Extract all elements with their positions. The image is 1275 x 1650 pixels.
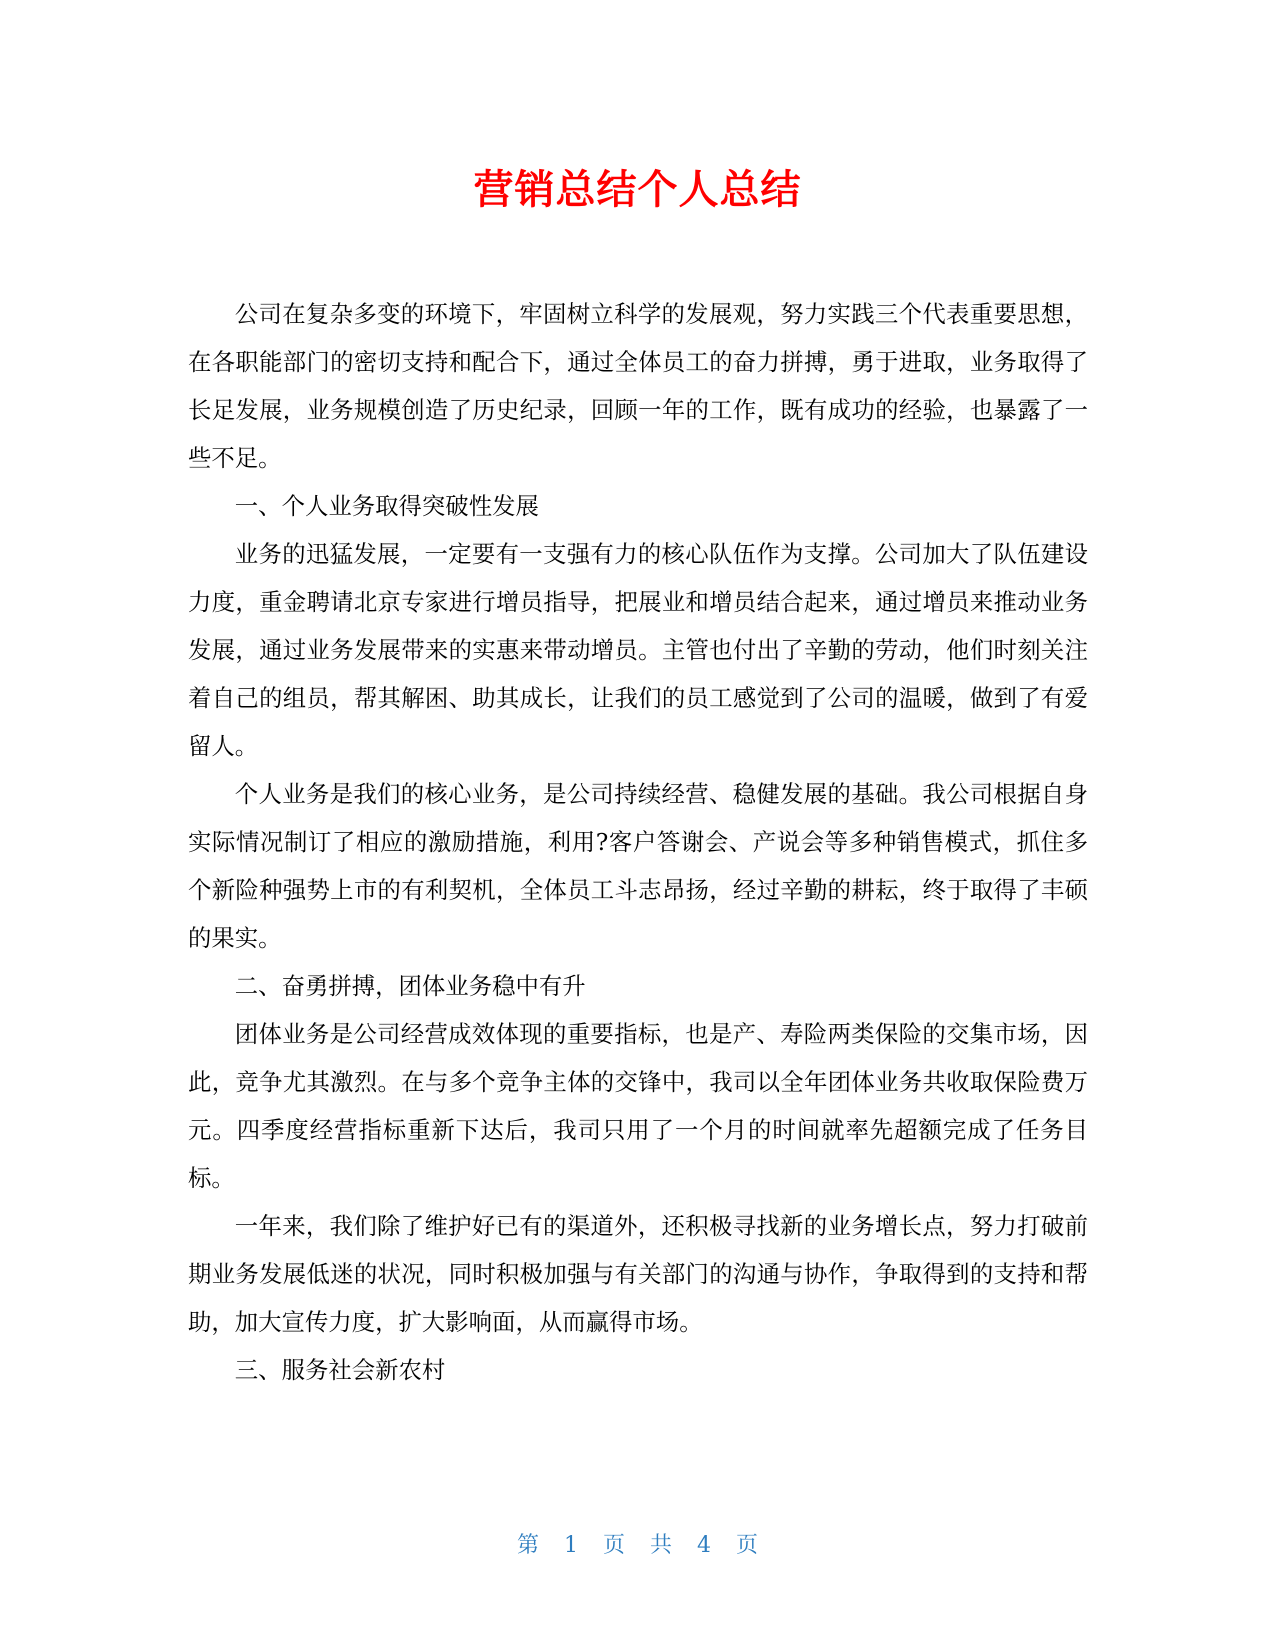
footer-total-pages: 4 (697, 1533, 712, 1558)
paragraph-intro: 公司在复杂多变的环境下，牢固树立科学的发展观，努力实践三个代表重要思想，在各职能部门的密切支持和配合下，通过全体员工的奋力拼搏，勇于进取，业务取得了长足发展，业务规模创造了历史纪录，回顾一年的工作，既有成功的经验，也暴露了一些不足。 (188, 300, 1088, 472)
paragraph-group-business: 团体业务是公司经营成效体现的重要指标，也是产、寿险两类保险的交集市场，因此，竞争尤其激烈。在与多个竞争主体的交锋中，我司以全年团体业务共收取保险费万元。四季度经营指标重新下达后，我司只用了一个月的时间就率先超额完成了任务目标。 (188, 1020, 1088, 1192)
paragraph-personal-business: 个人业务是我们的核心业务，是公司持续经营、稳健发展的基础。我公司根据自身实际情况制订了相应的激励措施，利用?客户答谢会、产说会等多种销售模式，抓住多个新险种强势上市的有利契机，全体员工斗志昂扬，经过辛勤的耕耘，终于取得了丰硕的果实。 (188, 780, 1088, 952)
section-heading-2: 二、奋勇拼搏，团体业务稳中有升 (234, 972, 586, 1000)
page-footer (0, 1528, 1275, 1559)
section-heading-1: 一、个人业务取得突破性发展 (234, 492, 539, 520)
footer-current-page: 1 (563, 1533, 578, 1558)
paragraph-team-building: 业务的迅猛发展，一定要有一支强有力的核心队伍作为支撑。公司加大了队伍建设力度，重金聘请北京专家进行增员指导，把展业和增员结合起来，通过增员来推动业务发展，通过业务发展带来的实惠来带动增员。主管也付出了辛勤的劳动，他们时刻关注着自己的组员，帮其解困、助其成长，让我们的员工感觉到了公司的温暖，做到了有爱留人。 (188, 540, 1088, 760)
paragraph-channels: 一年来，我们除了维护好已有的渠道外，还积极寻找新的业务增长点，努力打破前期业务发展低迷的状况，同时积极加强与有关部门的沟通与协作，争取得到的支持和帮助，加大宣传力度，扩大影响面，从而赢得市场。 (188, 1212, 1088, 1336)
footer-label-total-unit: 页 (736, 1533, 759, 1558)
section-heading-3: 三、服务社会新农村 (234, 1356, 446, 1384)
footer-label-page-unit: 页 (602, 1533, 625, 1558)
document-title: 营销总结个人总结 (473, 167, 802, 213)
footer-label-page: 第 (516, 1533, 539, 1558)
document-body (188, 290, 1088, 1394)
footer-label-total: 共 (650, 1533, 673, 1558)
